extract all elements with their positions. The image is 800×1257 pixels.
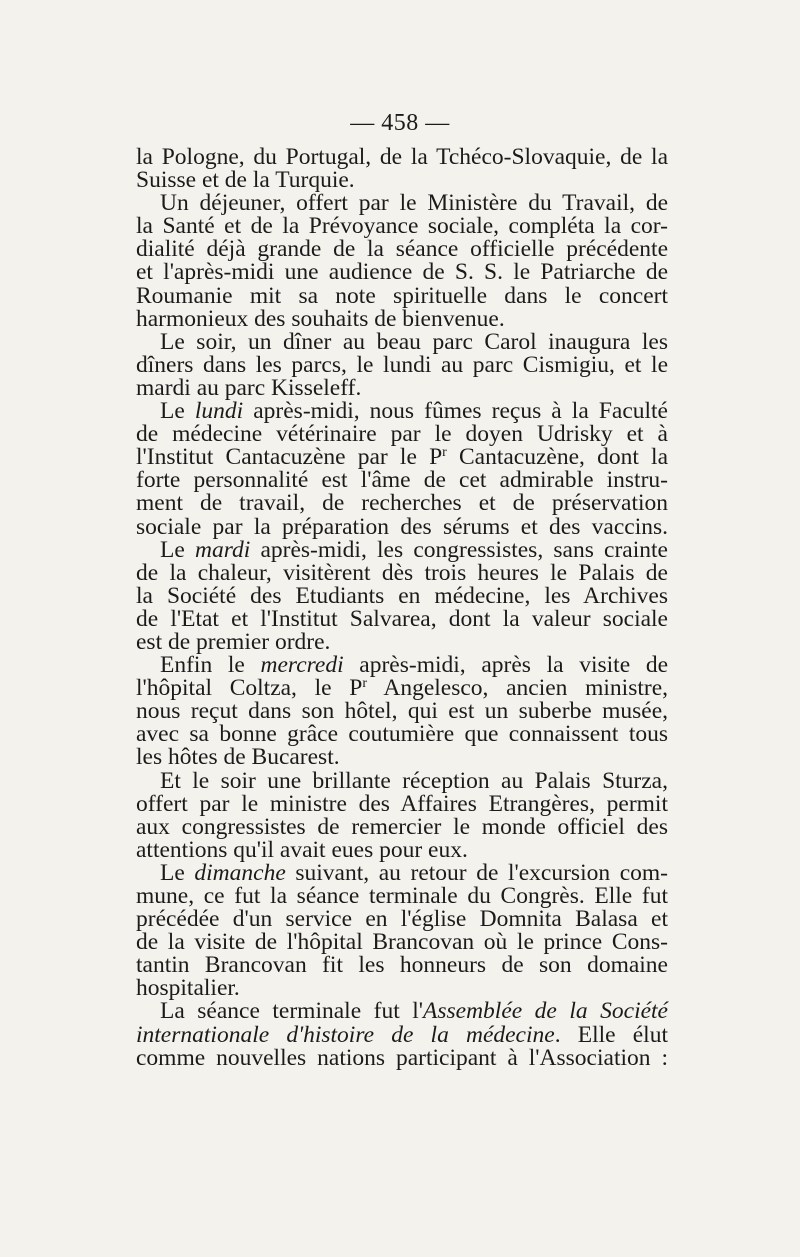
- text-run: de la visite de l'hôpital Brancovan où le prince Cons-: [136, 929, 668, 956]
- text-line: [136, 654, 668, 677]
- text-line: [136, 859, 668, 886]
- text-line: [136, 559, 668, 586]
- text-line: [136, 513, 668, 540]
- text-run: mardi au parc Kisseleff.: [136, 374, 362, 401]
- text-run: l'hôpital Coltza, le P: [136, 675, 363, 702]
- text-line: [136, 305, 668, 332]
- text-run: la Santé et de la Prévoyance sociale, compléta la cor-: [136, 213, 668, 240]
- text-line: [136, 446, 668, 469]
- text-run: les hôtes de Bucarest.: [136, 744, 340, 771]
- page-number: — 458 —: [350, 110, 450, 136]
- text-run: aux congressistes de remercier le monde officiel des: [136, 813, 668, 840]
- italic-text: mardi: [194, 536, 251, 563]
- text-line: [136, 469, 668, 492]
- text-line: [136, 628, 668, 655]
- text-line: [136, 192, 668, 215]
- text-run: mune, ce fut la séance terminale du Congrès. Elle fut: [136, 883, 668, 909]
- text-run: la Pologne, du Portugal, de la Tchéco-Slovaquie, de la: [136, 144, 668, 170]
- text-line: [136, 1000, 668, 1023]
- text-run: Enfin le: [160, 652, 261, 679]
- text-run: harmonieux des souhaits de bienvenue.: [136, 305, 505, 332]
- italic-text: lundi: [194, 398, 244, 425]
- text-line: [136, 282, 668, 309]
- text-run: dialité déjà grande de la séance officielle précédente: [136, 236, 668, 263]
- text-run: Le: [160, 398, 195, 425]
- text-line: [136, 931, 668, 954]
- text-run: nous reçut dans son hôtel, qui est un suberbe musée,: [136, 698, 668, 725]
- text-line: [136, 215, 668, 238]
- text-run: tantin Brancovan fit les honneurs de son domaine: [136, 952, 668, 979]
- text-line: [136, 746, 668, 769]
- text-line: [136, 374, 668, 401]
- text-line: [136, 677, 668, 700]
- superscript: r: [362, 676, 367, 692]
- text-line: [136, 146, 668, 169]
- text-line: [136, 954, 668, 977]
- text-line: [136, 1044, 668, 1071]
- text-run: La séance terminale fut l': [160, 998, 423, 1025]
- text-line: [136, 813, 668, 840]
- text-run: après-midi, après la visite de: [343, 652, 668, 679]
- text-line: [136, 492, 668, 515]
- text-run: Suisse et de la Turquie.: [136, 167, 355, 194]
- text-line: [136, 169, 668, 192]
- text-run: la Société des Etudiants en médecine, les Archives: [136, 582, 668, 609]
- text-run: et l'après-midi une audience de S. S. le Patriarche de: [136, 259, 668, 286]
- text-line: [136, 908, 668, 931]
- text-run: Et le soir une brillante réception au Palais Sturza,: [160, 767, 668, 794]
- text-run: après-midi, les congressistes, sans crainte: [250, 536, 668, 563]
- text-run: est de premier ordre.: [136, 628, 331, 655]
- text-line: [136, 536, 668, 563]
- text-line: [136, 238, 668, 261]
- text-run: de la chaleur, visitèrent dès trois heures le Palais de: [136, 559, 668, 586]
- italic-text: dimanche: [194, 859, 286, 886]
- text-run: hospitalier.: [136, 975, 240, 1002]
- text-line: [136, 328, 668, 355]
- text-line: [136, 400, 668, 423]
- text-run: Le soir, un dîner au beau parc Carol inaugura les: [160, 328, 668, 355]
- italic-text: internationale d'histoire de la médecine: [136, 1021, 555, 1048]
- body-text: [136, 146, 668, 1070]
- text-line: [136, 700, 668, 723]
- text-run: de médecine vétérinaire par le doyen Udrisky et à: [136, 421, 668, 448]
- text-run: offert par le ministre des Affaires Etrangères, permit: [136, 790, 668, 817]
- text-run: . Elle élut: [554, 1021, 668, 1048]
- text-line: [136, 423, 668, 446]
- text-run: Roumanie mit sa note spirituelle dans le concert: [136, 282, 668, 309]
- text-line: [136, 351, 668, 378]
- text-run: comme nouvelles nations participant à l'Association :: [136, 1044, 668, 1071]
- text-run: Le: [160, 536, 195, 563]
- superscript: r: [442, 445, 447, 461]
- text-run: avec sa bonne grâce coutumière que connaissent tous: [136, 721, 668, 748]
- text-run: après-midi, nous fûmes reçus à la Faculté: [243, 398, 668, 425]
- text-run: Angelesco, ancien ministre,: [366, 675, 668, 702]
- text-line: [136, 582, 668, 609]
- text-run: Le: [160, 859, 195, 886]
- text-run: l'Institut Cantacuzène par le P: [136, 444, 443, 471]
- text-run: précédée d'un service en l'église Domnita Balasa et: [136, 906, 668, 933]
- text-line: [136, 977, 668, 1000]
- text-run: forte personnalité est l'âme de cet admirable instru-: [136, 467, 668, 494]
- text-run: attentions qu'il avait eues pour eux.: [136, 836, 468, 863]
- text-line: [136, 605, 668, 632]
- text-line: [136, 723, 668, 746]
- italic-text: Assemblée de la Société: [423, 998, 668, 1025]
- text-line: [136, 885, 668, 908]
- text-run: ment de travail, de recherches et de préservation: [136, 490, 668, 517]
- text-run: sociale par la préparation des sérums et des vaccins.: [136, 513, 668, 540]
- text-run: de l'Etat et l'Institut Salvarea, dont la valeur sociale: [136, 605, 668, 632]
- text-line: [136, 790, 668, 817]
- text-line: [136, 261, 668, 284]
- text-line: [136, 836, 668, 863]
- text-line: [136, 1021, 668, 1048]
- text-run: dîners dans les parcs, le lundi au parc Cismigiu, et le: [136, 351, 668, 378]
- text-run: Cantacuzène, dont la: [446, 444, 668, 471]
- text-run: Un déjeuner, offert par le Ministère du Travail, de: [160, 190, 668, 217]
- text-line: [136, 767, 668, 794]
- text-run: suivant, au retour de l'excursion com-: [285, 859, 668, 886]
- italic-text: mercredi: [260, 652, 344, 679]
